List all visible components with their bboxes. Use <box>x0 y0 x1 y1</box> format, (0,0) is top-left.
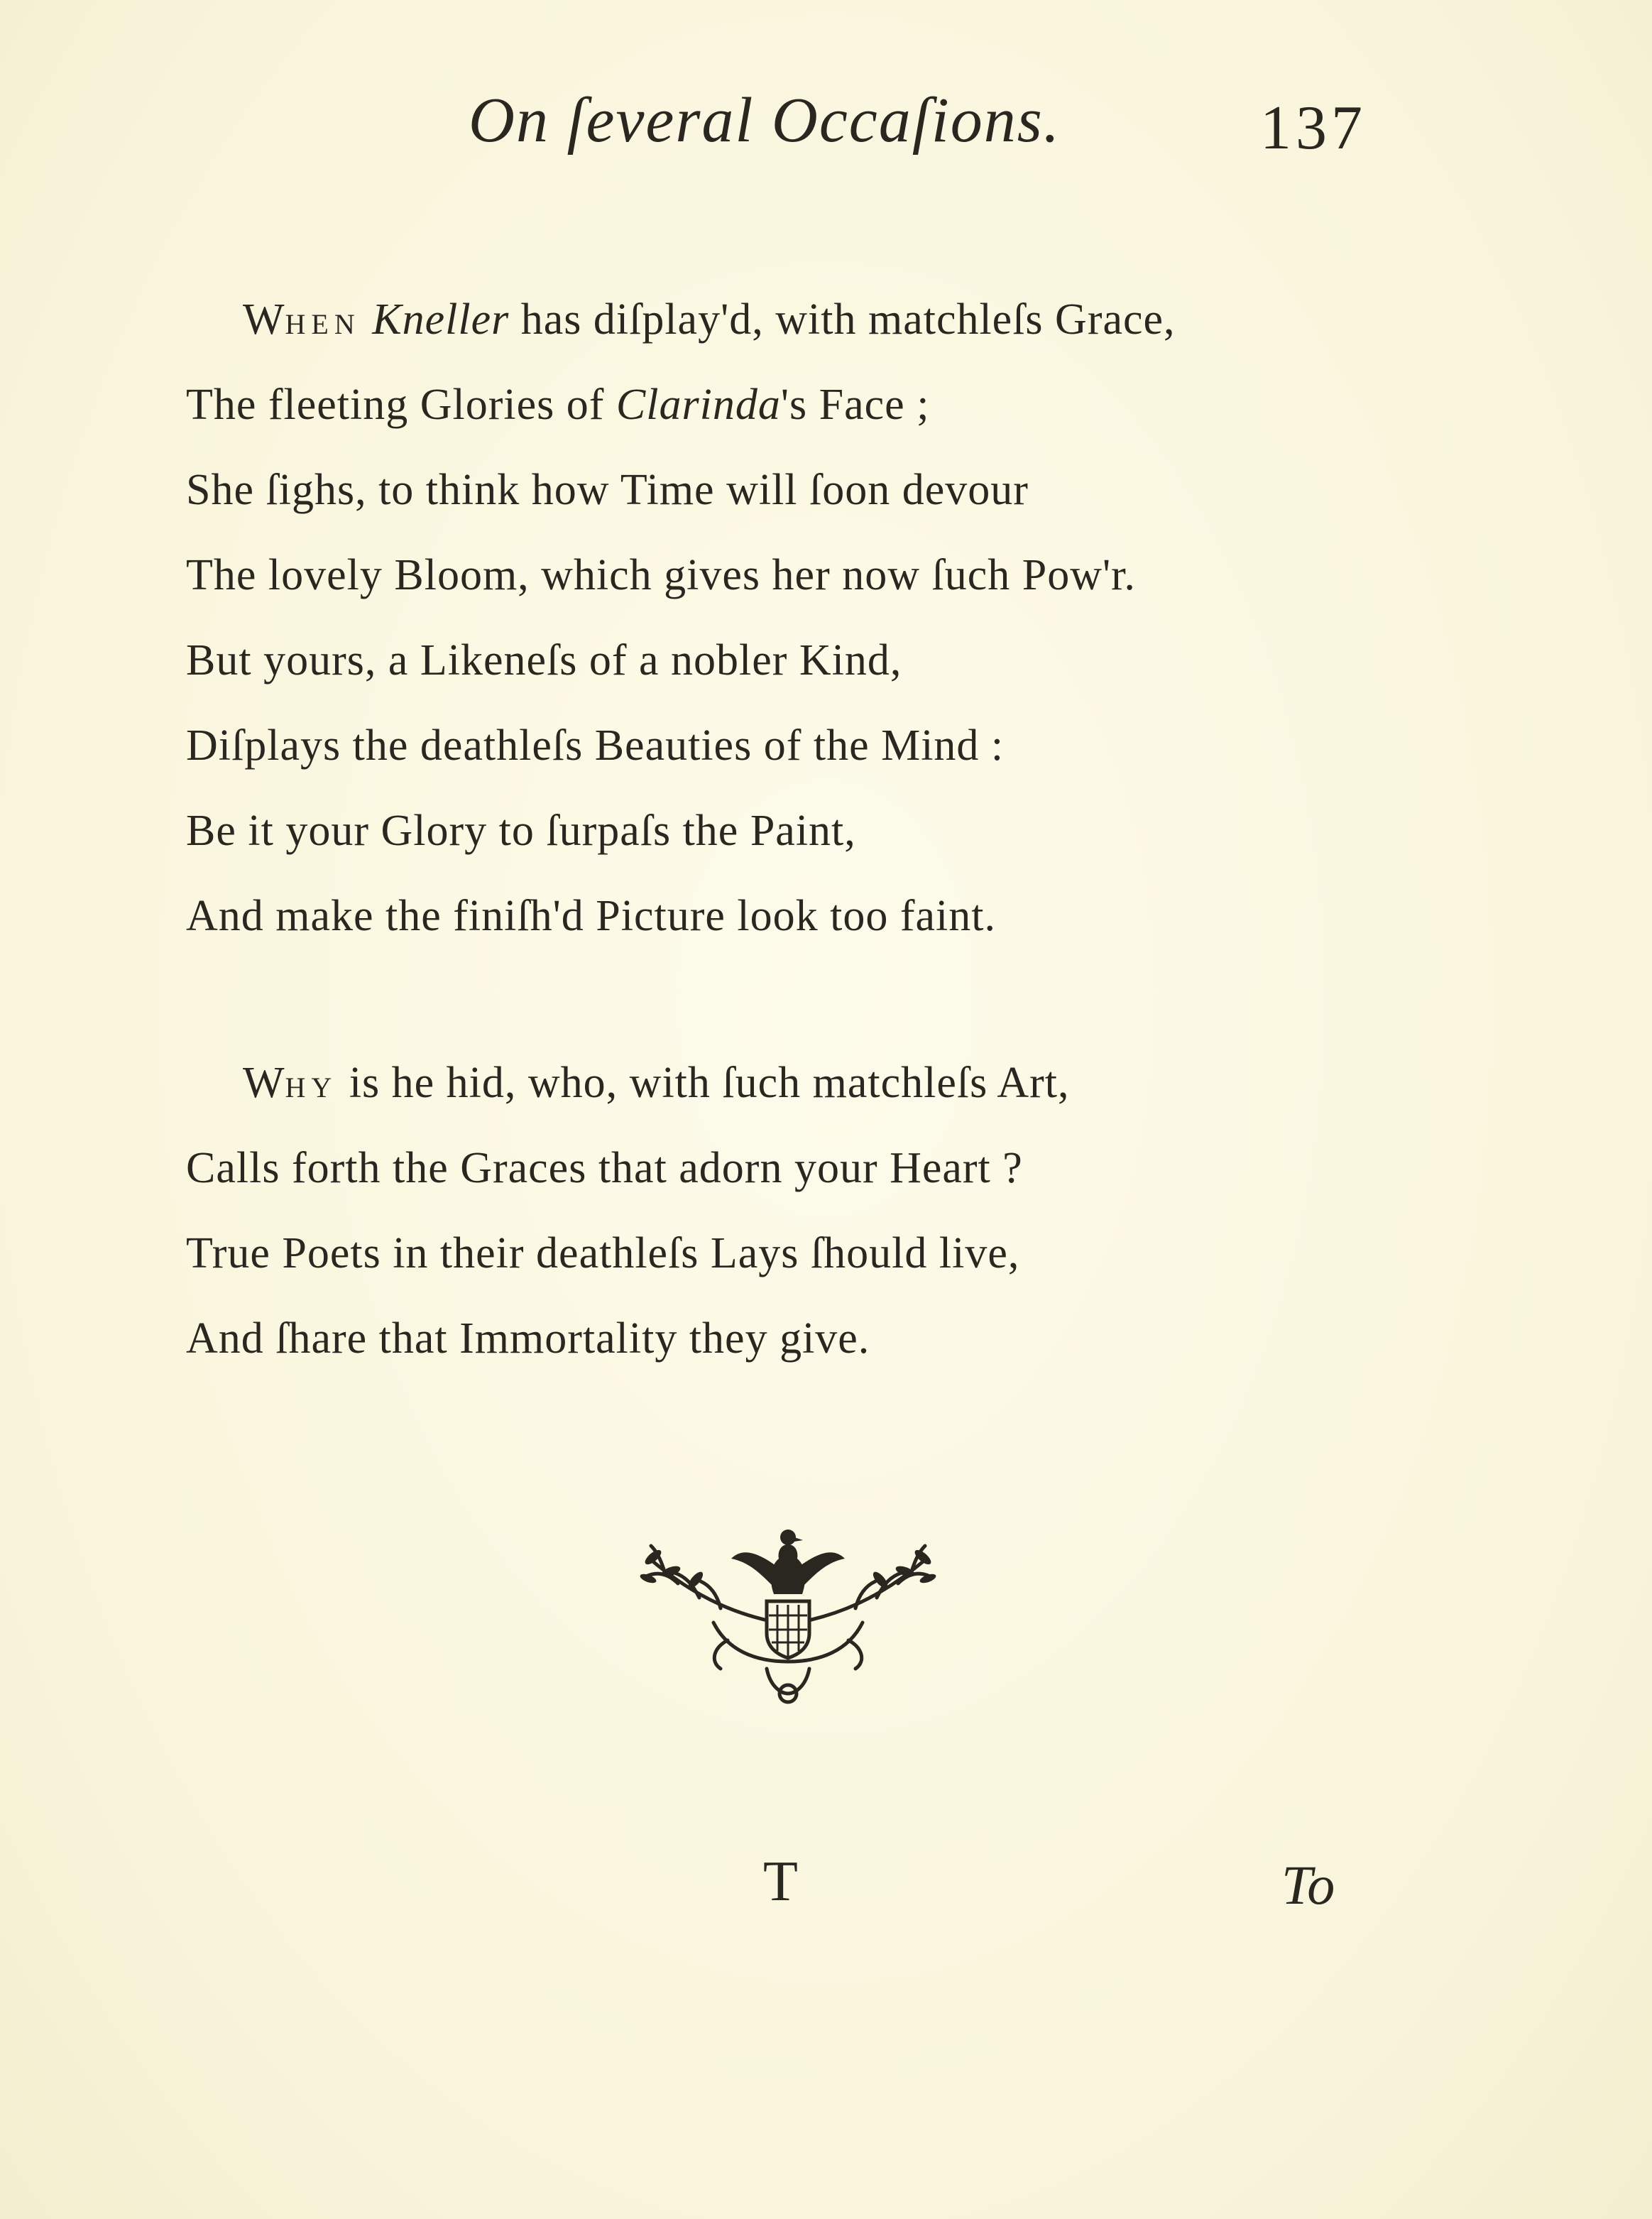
verse-line: True Poets in their deathleſs Lays ſhould live, <box>186 1229 1020 1277</box>
running-head-title: On ſeveral Occaſions. <box>469 85 1061 156</box>
drop-initial: W <box>243 295 285 344</box>
verse-text: has diſplay'd, with matchleſs Grace, <box>509 295 1176 344</box>
small-caps-word: HY <box>285 1072 338 1103</box>
verse-line: She ſighs, to think how Time will ſoon devour <box>186 466 1029 514</box>
stanza-1 <box>186 277 1464 959</box>
verse-line: Diſplays the deathleſs Beauties of the Mind : <box>186 721 1005 770</box>
verse-line <box>186 1040 1464 1125</box>
small-caps-word: HEN <box>285 308 361 340</box>
verse-line: But yours, a Likeneſs of a nobler Kind, <box>186 636 902 685</box>
stanza-2 <box>186 1040 1464 1381</box>
verse-text: 's Face ; <box>780 381 930 429</box>
verse-line: Calls forth the Graces that adorn your Heart ? <box>186 1144 1023 1192</box>
eagle-shield-ornament-icon <box>635 1516 941 1708</box>
italic-name: Kneller <box>372 295 510 344</box>
signature-mark: T <box>763 1850 798 1913</box>
catchword: To <box>1281 1854 1335 1916</box>
verse-line: Be it your Glory to ſurpaſs the Paint, <box>186 807 856 855</box>
verse-line <box>186 277 1464 362</box>
verse-line: And ſhare that Immortality they give. <box>186 1314 870 1363</box>
verse-line: And make the finiſh'd Picture look too faint. <box>186 892 996 940</box>
verse-text: is he hid, who, with ſuch matchleſs Art, <box>337 1059 1070 1107</box>
verse-text: The fleeting Glories of <box>186 381 616 429</box>
verse-line <box>186 362 1464 447</box>
page-number: 137 <box>1260 94 1367 163</box>
italic-name: Clarinda <box>616 381 781 429</box>
verse-line: The lovely Bloom, which gives her now ſuch Pow'r. <box>186 551 1136 599</box>
drop-initial: W <box>243 1059 285 1107</box>
